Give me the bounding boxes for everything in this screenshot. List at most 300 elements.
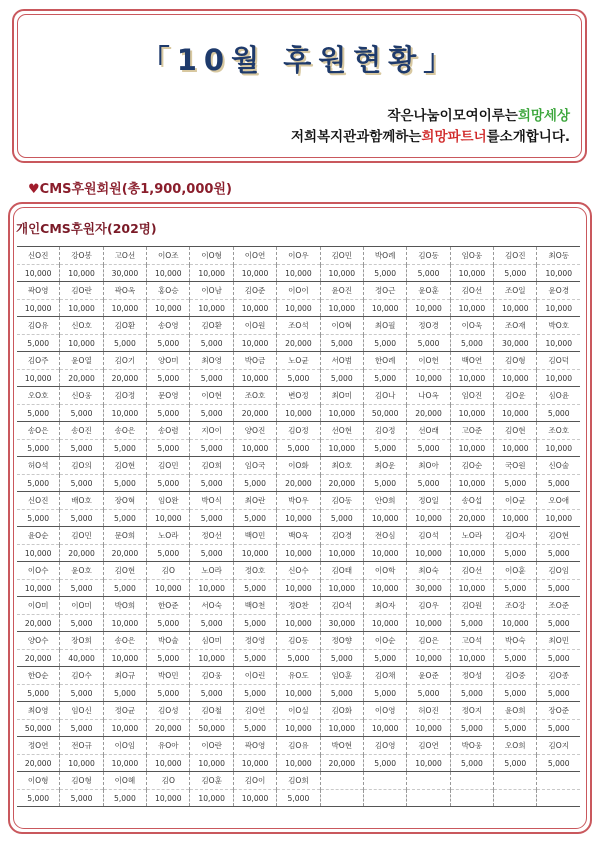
donor-amount: 5,000 [103, 510, 146, 527]
donor-name: 김O영 [363, 737, 406, 755]
donor-name: 박O례 [363, 247, 406, 265]
donor-name: 신O호 [60, 317, 103, 335]
donor-name: 최O자 [363, 597, 406, 615]
donor-name [450, 772, 493, 790]
donor-amount: 5,000 [494, 475, 537, 492]
donor-name: 이O우 [277, 247, 320, 265]
donor-amount: 10,000 [363, 510, 406, 527]
donor-amount: 10,000 [277, 580, 320, 597]
donor-amount: 5,000 [320, 650, 363, 667]
donor-amount: 10,000 [190, 580, 233, 597]
donor-name: 정O경 [407, 317, 450, 335]
donor-amount: 5,000 [60, 685, 103, 702]
donor-amount: 5,000 [233, 650, 276, 667]
donor-name: 최O운 [363, 457, 406, 475]
donor-name: 이O연 [233, 247, 276, 265]
donor-name: 윤O경 [537, 282, 580, 300]
donor-amount-row [17, 650, 580, 667]
donor-name: 이O형 [190, 247, 233, 265]
donor-name-row [17, 632, 580, 650]
donor-amount: 10,000 [494, 405, 537, 422]
donor-name: 송O은 [103, 422, 146, 440]
donor-name: 김O석 [407, 527, 450, 545]
donor-amount-row [17, 685, 580, 702]
donor-name: 신O진 [17, 492, 60, 510]
donor-name: 김O순 [450, 457, 493, 475]
donor-name: 윤O순 [17, 527, 60, 545]
donor-amount: 5,000 [407, 475, 450, 492]
donor-amount: 5,000 [537, 650, 580, 667]
donor-name: 양O수 [17, 632, 60, 650]
donor-amount: 5,000 [537, 475, 580, 492]
donor-amount: 10,000 [103, 720, 146, 737]
donor-amount: 5,000 [494, 545, 537, 562]
donor-amount [450, 790, 493, 807]
donor-amount: 5,000 [537, 615, 580, 632]
donor-name: 조O재 [494, 317, 537, 335]
donor-name: 김O임 [537, 562, 580, 580]
donor-amount: 30,000 [103, 265, 146, 282]
donor-name: 고O선 [103, 247, 146, 265]
donor-name: 백O민 [233, 527, 276, 545]
slogan-line-1-text: 작은나눔이모여이루는 [387, 108, 518, 124]
donor-name: 고O준 [450, 422, 493, 440]
donor-amount: 5,000 [190, 440, 233, 457]
donor-name: 정O일 [407, 492, 450, 510]
donor-amount: 10,000 [60, 755, 103, 772]
donor-amount: 10,000 [494, 615, 537, 632]
donor-amount: 10,000 [277, 685, 320, 702]
donor-name: 변O정 [277, 387, 320, 405]
donor-name: 김O민 [60, 527, 103, 545]
donor-amount: 10,000 [60, 265, 103, 282]
donor-name: 송O은 [103, 632, 146, 650]
donor-amount: 5,000 [233, 580, 276, 597]
donor-name: 김O정 [363, 422, 406, 440]
donor-name: 이O미 [60, 597, 103, 615]
donor-name [363, 772, 406, 790]
slogan-line-2 [291, 125, 570, 145]
donor-name: 이O혁 [320, 317, 363, 335]
donor-amount: 10,000 [320, 720, 363, 737]
donor-amount: 10,000 [277, 510, 320, 527]
donor-amount: 10,000 [277, 300, 320, 317]
donor-amount-row [17, 790, 580, 807]
donor-name-row [17, 317, 580, 335]
donor-name: 박O호 [537, 317, 580, 335]
donor-amount: 10,000 [494, 300, 537, 317]
donor-name: 신O수 [277, 562, 320, 580]
donor-name: 이O남 [190, 282, 233, 300]
donor-amount-row [17, 335, 580, 352]
donor-amount: 20,000 [147, 720, 190, 737]
donor-name: 김O덕 [537, 352, 580, 370]
donor-amount: 5,000 [17, 685, 60, 702]
donor-name: 김O기 [103, 352, 146, 370]
donor-name: 박O현 [320, 737, 363, 755]
donor-amount: 10,000 [277, 545, 320, 562]
donor-amount: 5,000 [450, 335, 493, 352]
donor-name-row [17, 667, 580, 685]
donor-amount: 10,000 [190, 755, 233, 772]
donor-name: 정O근 [363, 282, 406, 300]
donor-amount-row [17, 545, 580, 562]
donor-amount: 10,000 [494, 510, 537, 527]
donor-name: 최O숙 [407, 562, 450, 580]
donor-name-row [17, 527, 580, 545]
donor-amount-row [17, 720, 580, 737]
donor-amount: 5,000 [60, 720, 103, 737]
donor-amount: 5,000 [17, 335, 60, 352]
slogan-line-1 [387, 104, 570, 124]
donor-name: 윤O호 [60, 562, 103, 580]
donor-amount: 5,000 [494, 720, 537, 737]
donor-name: 김O준 [233, 282, 276, 300]
donor-amount [363, 790, 406, 807]
donor-name: 김O진 [494, 247, 537, 265]
donor-name: 이O욱 [450, 317, 493, 335]
donor-name [537, 772, 580, 790]
donor-amount: 10,000 [320, 405, 363, 422]
donor-name: 백O욱 [277, 527, 320, 545]
donor-name [494, 772, 537, 790]
donor-name: 송O진 [60, 422, 103, 440]
donor-name: 전O규 [60, 737, 103, 755]
donor-amount: 5,000 [363, 685, 406, 702]
donor-amount: 5,000 [190, 510, 233, 527]
donor-amount: 10,000 [277, 265, 320, 282]
donor-grid [17, 246, 580, 807]
donor-amount: 10,000 [363, 615, 406, 632]
donor-amount: 10,000 [450, 580, 493, 597]
donor-name: 한O준 [147, 597, 190, 615]
donor-name: 오O호 [17, 387, 60, 405]
donor-amount: 10,000 [190, 790, 233, 807]
donor-name: 정O향 [320, 632, 363, 650]
donor-name: 양O미 [147, 352, 190, 370]
donor-name: 김O희 [190, 457, 233, 475]
donor-name: 신O진 [17, 247, 60, 265]
donor-name: 김O석 [320, 597, 363, 615]
donor-amount: 10,000 [537, 300, 580, 317]
donor-amount: 5,000 [60, 440, 103, 457]
donor-amount: 5,000 [320, 370, 363, 387]
donor-name: 고O석 [450, 632, 493, 650]
donor-amount: 5,000 [277, 440, 320, 457]
donor-name: 박O금 [233, 352, 276, 370]
donor-name: 김O우 [407, 597, 450, 615]
donor-amount: 10,000 [233, 335, 276, 352]
donor-amount: 5,000 [147, 335, 190, 352]
donor-name-row [17, 597, 580, 615]
donor-amount: 10,000 [450, 650, 493, 667]
donor-amount: 10,000 [407, 545, 450, 562]
donor-name: 김O성 [147, 702, 190, 720]
donor-amount: 5,000 [494, 755, 537, 772]
donor-amount: 5,000 [103, 685, 146, 702]
donor-name: 김O현 [103, 562, 146, 580]
donor-name: 백O천 [233, 597, 276, 615]
donor-amount: 5,000 [190, 335, 233, 352]
donor-name: 김O현 [103, 457, 146, 475]
donor-name: 문O희 [103, 527, 146, 545]
donor-amount: 5,000 [60, 405, 103, 422]
donor-amount: 20,000 [103, 545, 146, 562]
donor-amount: 10,000 [320, 545, 363, 562]
donor-amount: 20,000 [277, 475, 320, 492]
donor-name: 서O숙 [190, 597, 233, 615]
donor-amount: 5,000 [103, 440, 146, 457]
donor-name: 이O헌 [407, 352, 450, 370]
donor-amount: 5,000 [147, 545, 190, 562]
donor-amount: 5,000 [17, 440, 60, 457]
donor-name: 송O영 [147, 317, 190, 335]
donor-amount: 10,000 [17, 580, 60, 597]
donor-name: 김O란 [60, 282, 103, 300]
donor-amount: 10,000 [450, 265, 493, 282]
donor-amount: 10,000 [494, 440, 537, 457]
donor-name: 김O선 [450, 282, 493, 300]
donor-amount: 5,000 [147, 475, 190, 492]
donor-name: 문O영 [147, 387, 190, 405]
donor-amount: 10,000 [147, 580, 190, 597]
donor-name: 김O선 [450, 562, 493, 580]
donor-name: 조O호 [537, 422, 580, 440]
donor-name: 양O진 [233, 422, 276, 440]
cms-members-heading-text: CMS후원회원(총1,900,000원) [39, 182, 232, 197]
donor-amount: 10,000 [233, 440, 276, 457]
donor-amount: 5,000 [60, 790, 103, 807]
donor-amount: 5,000 [103, 580, 146, 597]
donor-amount-row [17, 615, 580, 632]
donor-amount-row [17, 370, 580, 387]
donor-amount: 5,000 [277, 650, 320, 667]
donor-amount: 5,000 [450, 685, 493, 702]
donor-name: 김O현 [537, 527, 580, 545]
page-title: 「10월 후원현황」 [140, 43, 460, 77]
donor-amount: 10,000 [17, 545, 60, 562]
donor-name: 김O정 [277, 422, 320, 440]
donor-amount: 20,000 [407, 405, 450, 422]
donor-amount: 5,000 [450, 720, 493, 737]
donor-name-row [17, 422, 580, 440]
donor-name: 정O호 [233, 562, 276, 580]
donor-amount: 5,000 [494, 265, 537, 282]
donor-amount: 20,000 [450, 510, 493, 527]
donor-name: 박O민 [147, 667, 190, 685]
donor-name: 유O도 [277, 667, 320, 685]
donor-amount: 5,000 [320, 685, 363, 702]
donor-name: 김O중 [494, 667, 537, 685]
donor-amount: 10,000 [190, 650, 233, 667]
donor-amount: 10,000 [537, 440, 580, 457]
donor-name-row [17, 492, 580, 510]
donor-name: 허O진 [407, 702, 450, 720]
donor-amount: 5,000 [17, 510, 60, 527]
donor-amount [320, 790, 363, 807]
donor-amount: 10,000 [407, 720, 450, 737]
donor-name: 김O현 [494, 422, 537, 440]
donor-name: 김O수 [60, 667, 103, 685]
donor-name: 임O훈 [320, 667, 363, 685]
donor-amount: 5,000 [147, 405, 190, 422]
donor-name: 김O동 [320, 492, 363, 510]
donor-name: 김O이 [233, 772, 276, 790]
donor-name: 최O필 [363, 317, 406, 335]
donor-name: 정O찬 [277, 597, 320, 615]
donor-name: 장O혁 [103, 492, 146, 510]
donor-amount: 10,000 [277, 615, 320, 632]
donor-name: 김O민 [320, 247, 363, 265]
donor-name: 임O신 [60, 702, 103, 720]
donor-amount: 20,000 [17, 650, 60, 667]
donor-name: 김O경 [320, 527, 363, 545]
donor-name: 정O균 [103, 702, 146, 720]
donor-name: 김O종 [537, 667, 580, 685]
donor-amount: 5,000 [450, 615, 493, 632]
donor-amount: 40,000 [60, 650, 103, 667]
donor-name: 임O완 [147, 492, 190, 510]
donor-name: 김O태 [320, 562, 363, 580]
donor-amount-row [17, 265, 580, 282]
donor-amount: 10,000 [537, 335, 580, 352]
donor-name: 최O영 [17, 702, 60, 720]
donor-name: 김O운 [494, 387, 537, 405]
donor-amount: 30,000 [407, 580, 450, 597]
donor-amount: 5,000 [320, 510, 363, 527]
donor-amount: 10,000 [17, 265, 60, 282]
cms-members-heading [28, 178, 232, 197]
donor-amount: 10,000 [363, 720, 406, 737]
donor-name: 이O영 [363, 702, 406, 720]
donor-name: 김O채 [363, 667, 406, 685]
donor-name: 조O일 [494, 282, 537, 300]
donor-amount: 10,000 [147, 510, 190, 527]
donor-name: 최O아 [407, 457, 450, 475]
donor-name: 김O [147, 562, 190, 580]
donor-name: 박O우 [277, 492, 320, 510]
donor-amount: 5,000 [103, 475, 146, 492]
donor-name: 신O웅 [60, 387, 103, 405]
donor-amount: 5,000 [450, 755, 493, 772]
donor-name: 박O식 [190, 492, 233, 510]
donor-name: 홍O승 [147, 282, 190, 300]
donor-amount: 50,000 [17, 720, 60, 737]
donor-amount-row [17, 300, 580, 317]
donor-name: 노O균 [277, 352, 320, 370]
donor-name: 김O환 [190, 317, 233, 335]
donor-name: 김O정 [103, 387, 146, 405]
donor-amount: 5,000 [537, 405, 580, 422]
donor-amount: 10,000 [537, 265, 580, 282]
donor-name: 이O균 [494, 492, 537, 510]
donor-name-row [17, 282, 580, 300]
donor-name: 이O수 [17, 562, 60, 580]
donor-amount: 10,000 [103, 300, 146, 317]
donor-amount: 5,000 [233, 720, 276, 737]
donor-amount: 50,000 [363, 405, 406, 422]
donor-amount: 10,000 [277, 755, 320, 772]
donor-amount: 5,000 [363, 755, 406, 772]
donor-amount: 30,000 [320, 615, 363, 632]
donor-amount: 5,000 [17, 475, 60, 492]
donor-name: 이O학 [363, 562, 406, 580]
donor-name: 국O원 [494, 457, 537, 475]
donor-amount: 10,000 [147, 300, 190, 317]
donor-name: 이O화 [277, 457, 320, 475]
donor-amount: 10,000 [233, 370, 276, 387]
donor-amount: 5,000 [407, 335, 450, 352]
donor-name: 김O나 [363, 387, 406, 405]
donor-name: 김O철 [190, 702, 233, 720]
donor-name: 박O희 [103, 597, 146, 615]
donor-name: 김O유 [277, 737, 320, 755]
donor-name: 정O영 [233, 632, 276, 650]
donor-name: 서O범 [320, 352, 363, 370]
donor-amount: 10,000 [450, 475, 493, 492]
donor-amount: 10,000 [277, 720, 320, 737]
donor-name: 김O형 [60, 772, 103, 790]
donor-name: 한O순 [17, 667, 60, 685]
donor-name: 전O심 [363, 527, 406, 545]
donor-name: 안O희 [363, 492, 406, 510]
individual-donors-heading: 개인CMS후원자(202명) [16, 221, 157, 236]
donor-name: 이O란 [190, 737, 233, 755]
donor-amount: 5,000 [233, 510, 276, 527]
donor-amount: 20,000 [277, 335, 320, 352]
donor-name: 정O지 [450, 702, 493, 720]
donor-amount: 5,000 [17, 405, 60, 422]
donor-name: 정O연 [17, 737, 60, 755]
donor-name: 이O실 [277, 702, 320, 720]
donor-amount: 5,000 [407, 440, 450, 457]
donor-amount: 5,000 [103, 790, 146, 807]
donor-name: 조O호 [233, 387, 276, 405]
donor-name: 지O이 [190, 422, 233, 440]
donor-amount: 10,000 [450, 405, 493, 422]
donor-name: 곽O옥 [103, 282, 146, 300]
donor-amount: 5,000 [494, 685, 537, 702]
donor-amount: 5,000 [17, 790, 60, 807]
donor-name: 윤O열 [60, 352, 103, 370]
donor-name: 박O웅 [450, 737, 493, 755]
donor-name: 조O석 [277, 317, 320, 335]
donor-amount [407, 790, 450, 807]
donor-amount: 5,000 [537, 545, 580, 562]
donor-amount: 5,000 [147, 685, 190, 702]
donor-name: 김O동 [407, 247, 450, 265]
donor-name: 김O지 [537, 737, 580, 755]
donor-name: 이O이 [277, 282, 320, 300]
donor-name [320, 772, 363, 790]
donor-amount: 10,000 [147, 790, 190, 807]
donor-amount: 10,000 [147, 265, 190, 282]
donor-name: 선O현 [320, 422, 363, 440]
donor-name: 최O민 [537, 632, 580, 650]
donor-name: 노O라 [190, 562, 233, 580]
donor-amount: 10,000 [537, 370, 580, 387]
donor-name: 김O민 [147, 457, 190, 475]
donor-name: 김O환 [103, 317, 146, 335]
donor-name: 송O렴 [147, 422, 190, 440]
donor-amount: 20,000 [233, 405, 276, 422]
donor-name: 이O임 [103, 737, 146, 755]
donor-amount: 5,000 [190, 685, 233, 702]
donor-amount: 10,000 [537, 510, 580, 527]
donor-name: 오O애 [537, 492, 580, 510]
donor-name: 조O강 [494, 597, 537, 615]
donor-name: 선O래 [407, 422, 450, 440]
